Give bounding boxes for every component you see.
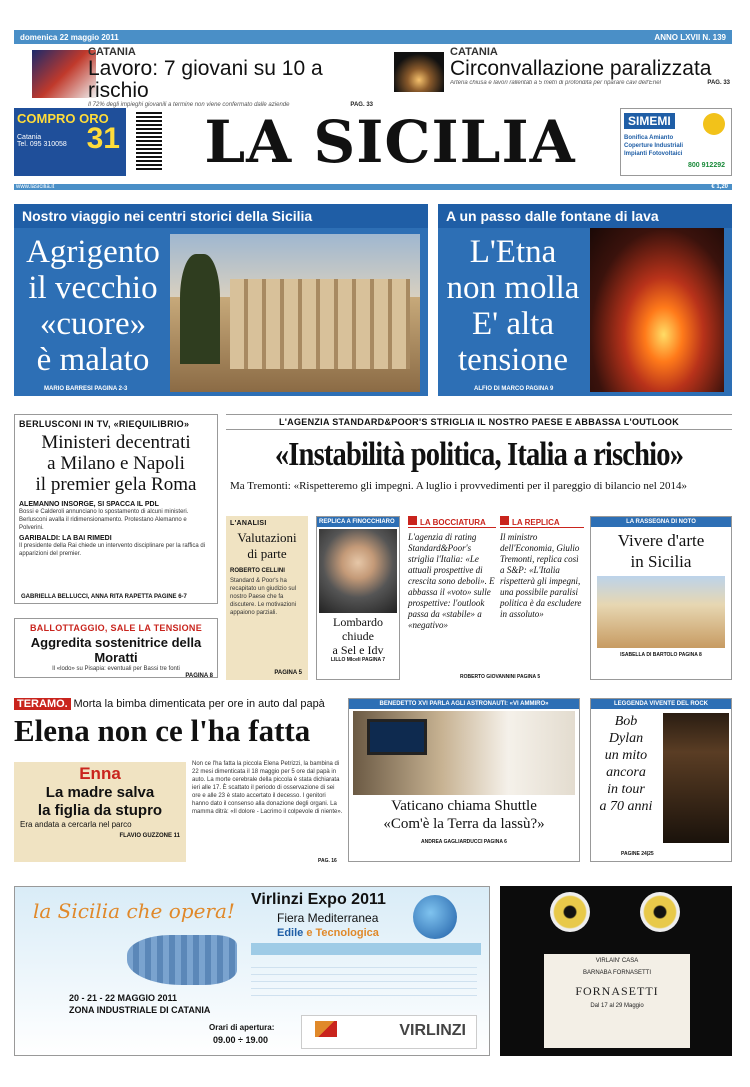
vaticano-tag: BENEDETTO XVI PARLA AGLI ASTRONAUTI: «VI AMMIRO» [349,699,579,709]
teaser-headline: Circonvallazione paralizzata [450,57,712,80]
fornasetti-line4: Dal 17 al 29 Maggio [590,1003,644,1009]
teramo-kicker: Morta la bimba dimenticata per ore in auto dal papà [73,698,325,710]
teaser-kicker: CATANIA [88,46,136,58]
teramo-text: Non ce l'ha fatta la piccola Elena Petrizzi, la bambina di 22 mesi dimenticata il 18 maggio per 5 ore dal papà in auto. La morte cerebrale della piccola è stata dichiarata ieri alle 17. È scattato il periodo di osservazione di sei ore e alle 23 è stato accertato il decesso. I genitori hanno dato il consenso alla donazione degli organi. La mamma ditrà: «Il dolore - Lacrimo il colpevole di niente». [192,761,343,815]
arte-headline-line: Vivere d'arte [617,531,705,550]
story-headline-line: Ministeri decentrati [41,432,191,453]
replica-text: Il ministro dell'Economia, Giulio Tremonti, replica così a S&P: «L'Italia rispetterà gli impegni, una possibile paralisi politica è da escludere in assoluto» [500,532,582,619]
feature-headline-line: Agrigento [26,234,160,270]
lombardo-byline: LILLO MIceli PAGINA 7 [330,657,386,663]
teaser-photo [32,50,96,98]
dylan-headline-line: un mito [604,748,648,763]
ad-line: Coperture Industriali [624,143,684,149]
issue-date: domenica 22 maggio 2011 [20,32,119,42]
expo-hours: 09.00 ÷ 19.00 [213,1035,268,1045]
replica-tag: LA REPLICA [512,518,560,527]
ad-line: Bonifica Amianto [624,135,674,141]
story-headline: Aggredita sostenitrice della Moratti [30,635,202,665]
globe-icon [413,895,457,939]
bocciatura-tag: LA BOCCIATURA [420,518,486,527]
arte-byline: ISABELLA DI BARTOLO PAGINA 8 [620,652,702,658]
main-kicker: L'AGENZIA STANDARD&POOR'S STRIGLIA IL NOSTRO PAESE E ABBASSA L'OUTLOOK [226,414,732,430]
sicily-map-icon [127,935,237,985]
dylan-photo [663,713,729,843]
analisi-text: Standard & Poor's ha recapitato un giudizio sul nostro Paese che fa discutere. Le motivazioni appaiono parziali. [230,578,297,616]
story-teramo[interactable] [14,698,344,752]
feature-headline-line: non molla [446,270,580,306]
enna-headline-line: la figlia da stupro [37,802,163,819]
feature-etna[interactable] [438,204,732,396]
story-subhead: GARIBALDI: LA BAI RIMEDI [19,535,112,542]
story-enna[interactable] [14,762,186,862]
ad-simemi[interactable] [620,108,732,176]
dylan-tag: LEGGENDA VIVENTE DEL ROCK [591,699,731,709]
etna-photo [590,228,724,392]
enna-headline-line: La madre salva [45,784,155,801]
ad-brand: COMPRO ORO [17,111,109,126]
dylan-headline-line: in tour [607,782,645,797]
analisi-box[interactable] [226,516,308,680]
noto-photo [597,576,725,648]
feature-agrigento[interactable] [14,204,428,396]
divider [14,184,732,190]
issue-number: ANNO LXVII N. 139 [654,32,726,42]
ad-virlinzi-expo[interactable] [14,886,490,1056]
lombardo-tag: REPLICA A FINOCCHIARO [317,517,399,527]
feature-headline-line: L'Etna [469,234,557,270]
dylan-headline-line: Bob [614,714,638,729]
enna-byline: FLAVIO GUZZONE 11 [119,833,180,839]
ad-line: Impianti Fotovoltaici [624,151,683,157]
story-subhead: ALEMANNO INSORGE, SI SPACCA IL PDL [19,501,159,508]
ad-tel: Tel. 095 310058 [17,141,67,148]
lombardo-headline-line: chiude [342,629,374,643]
story-page: PAGINA 8 [185,673,213,679]
fornasetti-line3: FORNASETTI [575,984,659,998]
ad-number: 31 [86,122,120,155]
site-url[interactable]: www.lasicilia.it [16,184,55,190]
pope-photo [353,711,575,795]
lombardo-headline-line: a Sel e Idv [332,643,384,657]
feature-headline-line: «cuore» [39,306,147,342]
feature-headline-line: tensione [458,342,568,378]
ad-city: Catania [17,134,42,141]
ad-tel: 800 912292 [688,162,725,169]
teramo-page: PAG. 16 [318,858,337,864]
fornasetti-line2: BARNABA FORNASETTI [582,970,651,976]
bocciatura-box[interactable] [408,516,496,680]
vaticano-headline-line: Vaticano chiama Shuttle [391,798,537,814]
story-headline-line: a Milano e Napoli [47,453,185,474]
feature-headline-line: è malato [36,342,150,378]
barcode-icon [136,112,162,170]
feature-byline: ALFIO DI MARCO PAGINA 9 [474,386,554,392]
price: € 1,20 [711,184,728,190]
teaser-headline: Lavoro: 7 giovani su 10 a rischio [88,57,323,102]
expo-sub1: Fiera Mediterranea [277,911,379,925]
date-bar [14,30,732,44]
analisi-page: PAGINA 5 [274,670,302,676]
teramo-tag: TERAMO. [14,698,71,710]
teaser-sub: Arteria chiusa e lavori rallentati a 5 metri di profondità per riparare cavi dell'Enel [450,80,661,86]
dylan-headline-line: ancora [606,765,646,780]
virlinzi-logo-icon [315,1021,337,1037]
vaticano-byline: ANDREA GAGLIARDUCCI PAGINA 6 [421,839,507,845]
expo-dates: 20 - 21 - 22 MAGGIO 2011 [69,993,178,1003]
story-text: Il presidente della Rai chiede un intervento disciplinare per la raffica di apparizioni del premier. [19,543,205,557]
lombardo-box[interactable] [316,516,400,680]
analisi-tag: L'ANALISI [230,520,267,527]
teaser-circonvallazione[interactable] [390,46,732,100]
expo-slogan: la Sicilia che opera! [33,899,235,923]
ad-compro-oro[interactable] [14,108,126,176]
enna-place: Enna [79,764,121,783]
vaticano-headline-line: «Com'è la Terra da lassù?» [383,816,545,832]
story-kicker: BALLOTTAGGIO, SALE LA TENSIONE [30,623,202,633]
analisi-author: ROBERTO CELLINI [230,568,285,574]
expo-brand: VIRLINZI [301,1015,477,1049]
story-vaticano[interactable] [348,698,580,862]
arte-tag: LA RASSEGNA DI NOTO [591,517,731,527]
owl-eye-icon [640,892,680,932]
owl-eye-icon [550,892,590,932]
teaser-lavoro[interactable] [14,46,374,108]
teaser-page: PAG. 33 [350,102,373,108]
dylan-headline-line: Dylan [608,731,644,746]
teaser-kicker: CATANIA [450,46,498,58]
story-byline: GABRIELLA BELLUCCI, ANNA RITA RAPETTA PAGINE 6-7 [21,594,187,600]
story-headline-line: il premier gela Roma [35,474,197,495]
enna-sub: Era andata a cercarla nel parco [20,820,132,829]
teaser-page: PAG. 33 [707,80,730,86]
lombardo-photo [319,529,397,613]
main-headline: «Instabilità politica, Italia a rischio» [274,436,684,473]
analisi-title-line: Valutazioni [237,530,297,545]
feature-headline-line: il vecchio [28,270,158,306]
sun-icon [703,113,725,135]
teramo-headline: Elena non ce l'ha fatta [14,713,311,748]
ad-brand: SIMEMI [624,113,675,129]
dylan-headline-line: a 70 anni [599,799,653,814]
analisi-title-line: di parte [247,546,287,561]
replica-box[interactable] [500,516,584,680]
story-ministeri[interactable] [14,414,218,604]
main-story[interactable] [226,414,732,492]
ad-fornasetti[interactable] [500,886,732,1056]
feature-byline: MARIO BARRESI PAGINA 2-3 [44,386,128,392]
story-kicker: BERLUSCONI IN TV, «RIEQUILIBRIO» [19,419,190,429]
lombardo-headline-line: Lombardo [333,615,383,629]
story-dylan[interactable] [590,698,732,862]
bocciatura-text: L'agenzia di rating Standard&Poor's striglia l'Italia: «Le attuali prospettive di crescita sono deboli». E abbassa il «voto» sulle prospettive: l'outlook passa da «stabile» a «negativo» [408,532,495,630]
expo-hours-label: Orari di apertura: [209,1023,275,1032]
story-text: Bossi e Calderoli annunciano lo spostamento di alcuni ministeri. Berlusconi avalla il ridimensionamento. Protestano Alemanno e Polverini. [19,509,189,531]
dylan-page: PAGINE 24|25 [621,851,654,857]
expo-zone: ZONA INDUSTRIALE DI CATANIA [69,1005,211,1015]
story-moratti[interactable] [14,618,218,678]
expo-sub2a: Edile [277,927,304,939]
masthead: LA SICILIA [204,108,576,176]
agrigento-photo [170,234,420,392]
story-text: Il «lodo» su Pisapia: eventuali per Bassi tre fonti [52,666,180,672]
main-byline: ROBERTO GIOVANNINI PAGINA 5 [460,674,541,680]
arte-headline-line: in Sicilia [630,552,692,571]
expo-title: Virlinzi Expo 2011 [251,891,386,908]
fornasetti-line1: VIRLAIN' CASA [595,958,639,964]
feature-kicker: Nostro viaggio nei centri storici della Sicilia [14,204,428,228]
teaser-photo [394,52,444,92]
feature-kicker: A un passo dalle fontane di lava [438,204,732,228]
arte-box[interactable] [590,516,732,680]
teaser-sub: Il 72% degli impieghi giovanili a termine non viene confermato dalle aziende [88,102,290,108]
main-deck: Ma Tremonti: «Rispetteremo gli impegni. A luglio i provvedimenti per il pareggio di bilancio nel 2014» [230,480,688,492]
feature-headline-line: E' alta [472,306,554,342]
expo-sub2b: e Tecnologica [303,927,379,939]
